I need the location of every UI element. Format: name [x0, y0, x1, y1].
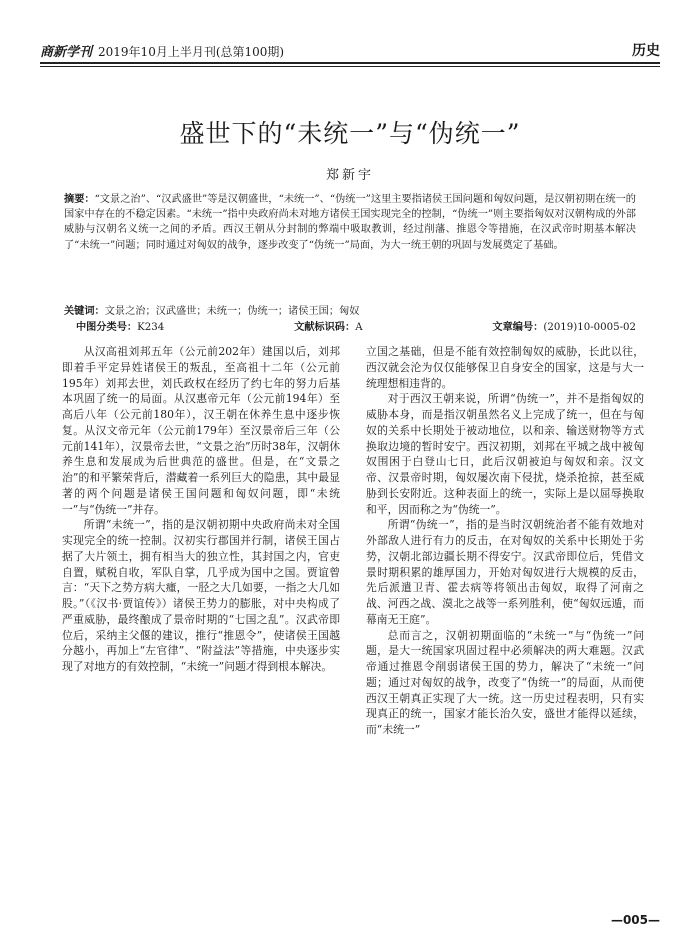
doc-code	[294, 320, 362, 335]
article-label: 文章编号：	[492, 321, 544, 333]
header-rule-thin	[40, 66, 660, 67]
paragraph: 对于西汉王朝来说，所谓“伪统一”，并不是指匈奴的威胁本身，而是指汉朝虽然名义上完成了统一，但在与匈奴的关系中长期处于被动地位，以和亲、输送财物等方式换取边境的暂时安宁。西汉初期，刘邦在平城之战中被匈奴围困于白登山七日，此后汉朝被迫与匈奴和亲。汉文帝、汉景帝时期，匈奴屡次南下侵扰，烧杀抢掠，甚至威胁到长安附近。这种表面上的统一，实际上是以屈辱换取和平，因而称之为“伪统一”。	[366, 392, 644, 516]
doc-label: 文献标识码：	[294, 321, 356, 333]
article-title: 盛世下的“未统一”与“伪统一”	[179, 119, 521, 148]
abstract-text: “文景之治”、“汉武盛世”等是汉朝盛世，“未统一”、“伪统一”这里主要指诸侯王国问题和匈奴问题，是汉朝初期在统一的国家中存在的不稳定因素。“未统一”指中央政府尚未对地方诸侯王国实现完全的控制，“伪统一”则主要指匈奴对汉朝构成的外部威胁与汉朝名义统一之间的矛盾。西汉王朝从分封制的弊端中吸取教训，经过削藩、推恩令等措施，在汉武帝时期基本解决了“未统一”问题；同时通过对匈奴的战争，逐步改变了“伪统一”局面，为大一统王朝的巩固与发展奠定了基础。	[64, 194, 636, 251]
abstract	[64, 192, 636, 253]
clc-value: K234	[137, 322, 165, 333]
clc-number	[76, 320, 164, 335]
classification-line	[76, 320, 636, 335]
header-rule-thick	[40, 62, 660, 64]
body-column-right	[366, 344, 644, 738]
clc-label: 中图分类号：	[76, 321, 138, 333]
page-number: —005—	[610, 913, 660, 927]
doc-value: A	[355, 322, 363, 333]
keywords-text: 文景之治；汉武盛世；未统一；伪统一；诸侯王国；匈奴	[104, 306, 360, 317]
journal-name: 商新学刊	[40, 45, 93, 60]
paragraph: 立国之基础，但是不能有效控制匈奴的威胁，长此以往，西汉就会沦为仅仅能够保卫自身安全的国家，这是与大一统理想相违背的。	[366, 345, 644, 390]
author-name: 郑新宇	[325, 168, 374, 183]
article-value: (2019)10-0005-02	[543, 322, 636, 333]
body-column-left	[62, 344, 340, 675]
header-left	[40, 41, 284, 60]
abstract-label: 摘要：	[64, 193, 95, 205]
issue-info: 2019年10月上半月刊(总第100期)	[98, 45, 285, 59]
paragraph: 总而言之，汉朝初期面临的“未统一”与“伪统一”问题，是大一统国家巩固过程中必须解决的两大难题。汉武帝通过推恩令削弱诸侯王国的势力，解决了“未统一”问题；通过对匈奴的战争，改变了“伪统一”的局面，从而使西汉王朝真正实现了大一统。这一历史过程表明，只有实现真正的统一，国家才能长治久安，盛世才能得以延续，而“未统一”	[366, 628, 644, 736]
article-number	[492, 320, 636, 335]
paragraph: 从汉高祖刘邦五年（公元前202年）建国以后，刘邦即着手平定异姓诸侯王的叛乱，至高祖十二年（公元前195年）刘邦去世，刘氏政权在经历了约七年的努力后基本巩固了统一的局面。从汉惠帝元年（公元前194年）至高后八年（公元前180年），汉王朝在休养生息中逐步恢复。从汉文帝元年（公元前179年）至汉景帝后三年（公元前141年），汉景帝去世，“文景之治”历时38年，汉朝休养生息和发展成为后世典范的盛世。但是，在“文景之治”的和平繁荣背后，潜藏着一系列巨大的隐患，其中最显著的两个问题是诸侯王国问题和匈奴问题，即“未统一”与“伪统一”并存。	[62, 345, 340, 516]
running-header	[40, 34, 660, 60]
paragraph: 所谓“未统一”，指的是汉朝初期中央政府尚未对全国实现完全的统一控制。汉初实行郡国并行制，诸侯王国占据了大片领土，拥有相当大的独立性，其封国之内，官吏自置，赋税自收，军队自掌，几乎成为国中之国。贾谊曾言：“天下之势方病大瘇，一胫之大几如要，一指之大几如股。”（《汉书·贾谊传》）诸侯王势力的膨胀，对中央构成了严重威胁，最终酿成了景帝时期的“七国之乱”。汉武帝即位后，采纳主父偃的建议，推行“推恩令”，使诸侯王国越分越小，再加上“左官律”、“附益法”等措施，中央逐步实现了对地方的有效控制，“未统一”问题才得到根本解决。	[62, 518, 340, 673]
section-name: 历史	[632, 43, 660, 59]
keywords-label: 关键词：	[64, 305, 105, 317]
keywords	[64, 304, 636, 319]
paragraph: 所谓“伪统一”，指的是当时汉朝统治者不能有效地对外部敌人进行有力的反击，在对匈奴的关系中长期处于劣势，汉朝北部边疆长期不得安宁。汉武帝即位后，凭借文景时期积累的雄厚国力，开始对匈奴进行大规模的反击，先后派遣卫青、霍去病等将领出击匈奴，取得了河南之战、河西之战、漠北之战等一系列胜利，使“匈奴远遁，而幕南无王庭”。	[366, 518, 644, 626]
